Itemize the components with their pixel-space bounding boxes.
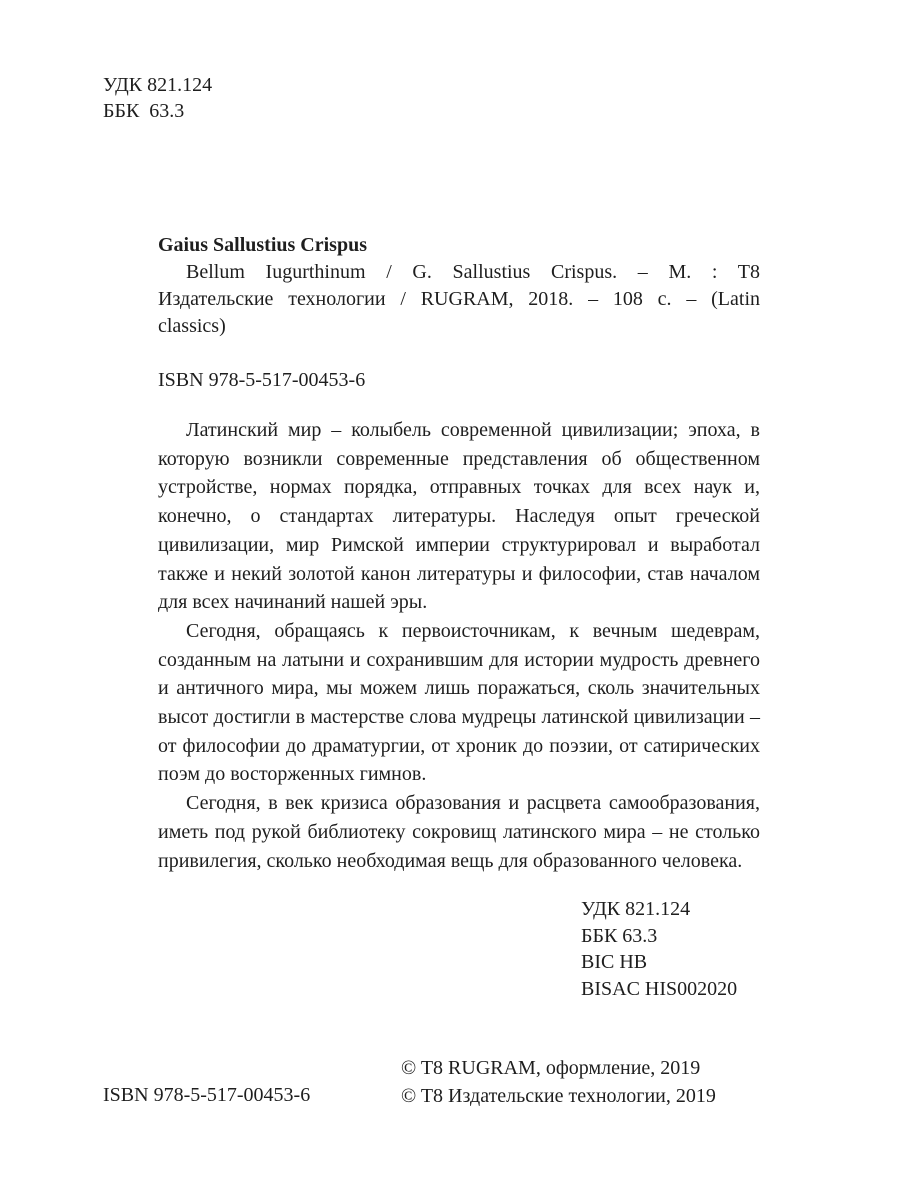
isbn-catalog: ISBN 978-5-517-00453-6 [158, 369, 366, 391]
copyright-notices [401, 1054, 716, 1110]
bbk-code: ББК 63.3 [103, 100, 185, 122]
author-name: Gaius Sallustius Crispus [158, 234, 367, 256]
bic-code: BIC HB [581, 951, 648, 973]
classification-codes-top [103, 72, 212, 124]
isbn-footer: ISBN 978-5-517-00453-6 [103, 1084, 311, 1106]
udk-code: УДК 821.124 [581, 898, 691, 920]
classification-codes-bottom [581, 896, 737, 1002]
abstract [158, 416, 760, 875]
abstract-paragraph: Сегодня, обращаясь к первоисточникам, к вечным шедеврам, созданным на латыни и сохранившим для истории мудрость древнего и античного мира, мы можем лишь поражаться, сколь значительных высот достигли в мастерстве слова мудрецы латинской цивилизации – от философии до драматургии, от хроник до поэзии, от сатирических поэм до восторженных гимнов. [158, 619, 760, 786]
abstract-paragraph: Сегодня, в век кризиса образования и расцвета самообразования, иметь под рукой библиотеку сокровищ латинского мира – не столько привилегия, сколько необходимая вещь для образованного человека. [158, 792, 760, 872]
abstract-paragraph: Латинский мир – колыбель современной цивилизации; эпоха, в которую возникли современные представления об общественном устройстве, нормах порядка, отправных точках для всех наук и, конечно, о стандартах литературы. Наследуя опыт греческой цивилизации, мир Римской империи структурировал и выработал также и некий золотой канон литературы и философии, став началом для всех начинаний нашей эры. [158, 419, 760, 614]
bbk-code: ББК 63.3 [581, 924, 658, 947]
copyright-design: © T8 RUGRAM, оформление, 2019 [401, 1057, 701, 1079]
copyright-publisher: © T8 Издательские технологии, 2019 [401, 1085, 716, 1107]
bibliographic-description: Bellum Iugurthinum / G. Sallustius Crispus. – M. : T8 Издательские технологии / RUGRAM, 2018. – 108 с. – (Latin classics) [158, 261, 760, 337]
udk-code: УДК 821.124 [103, 74, 213, 96]
bisac-code: BISAC HIS002020 [581, 977, 738, 1000]
